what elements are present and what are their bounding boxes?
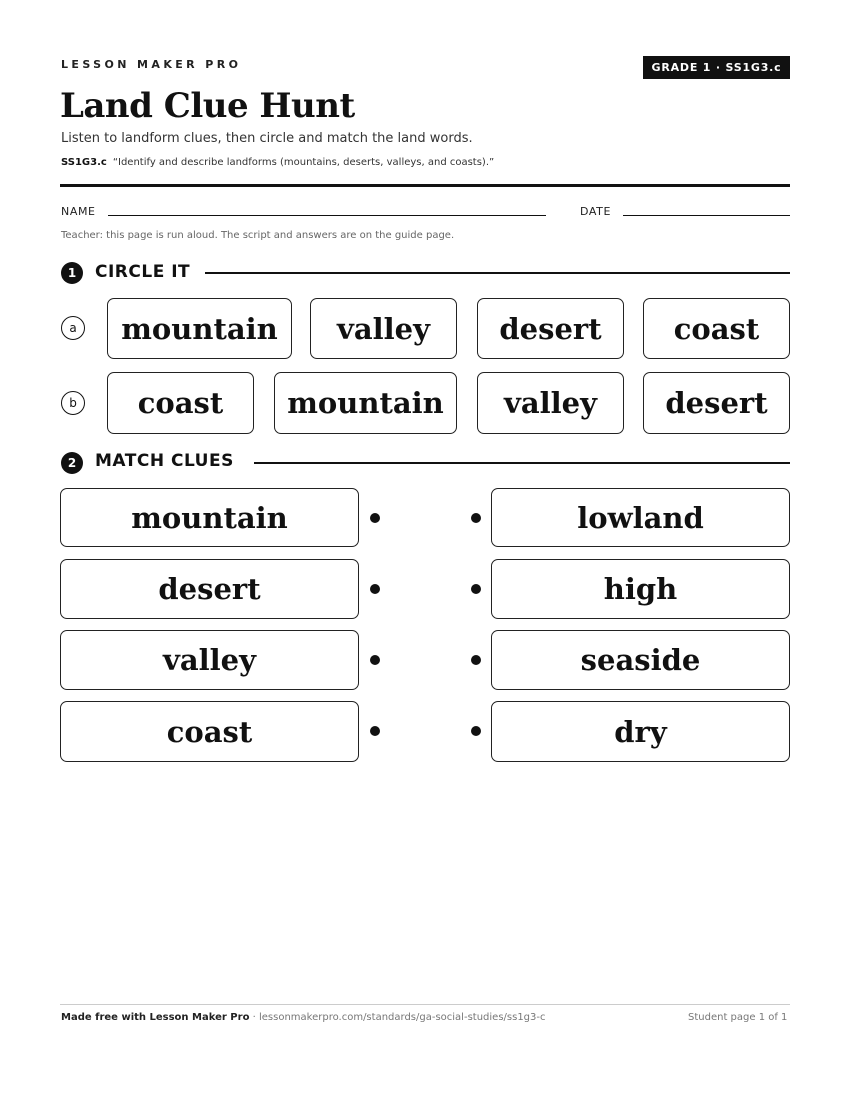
section-1-rule [205, 272, 790, 274]
standard-text: “Identify and describe landforms (mountains, deserts, valleys, and coasts).” [112, 157, 495, 168]
match-left-dot-3[interactable] [370, 655, 380, 665]
section-2-number: 2 [61, 452, 83, 474]
row-b-letter: b [61, 391, 85, 415]
circle-word-a-3[interactable]: desert [477, 298, 624, 359]
footer-page-number: Student page 1 of 1 [688, 1012, 788, 1023]
brand-name: LESSON MAKER PRO [61, 58, 242, 71]
match-right-4[interactable]: dry [491, 701, 790, 762]
match-right-1[interactable]: lowland [491, 488, 790, 547]
row-a-letter: a [61, 316, 85, 340]
circle-word-a-1[interactable]: mountain [107, 298, 292, 359]
match-right-2[interactable]: high [491, 559, 790, 619]
page-subtitle: Listen to landform clues, then circle and match the land words. [61, 131, 473, 146]
section-1-number: 1 [61, 262, 83, 284]
match-left-1[interactable]: mountain [60, 488, 359, 547]
footer-made-with: Made free with Lesson Maker Pro [61, 1012, 250, 1023]
circle-word-b-3[interactable]: valley [477, 372, 624, 434]
grade-badge: GRADE 1 · SS1G3.c [643, 56, 790, 79]
header-divider [60, 184, 790, 187]
match-right-3[interactable]: seaside [491, 630, 790, 690]
standard-code: SS1G3.c [61, 157, 107, 168]
match-right-dot-4[interactable] [471, 726, 481, 736]
teacher-note: Teacher: this page is run aloud. The script and answers are on the guide page. [61, 230, 455, 241]
section-2-rule [254, 462, 790, 464]
match-right-dot-3[interactable] [471, 655, 481, 665]
match-left-dot-2[interactable] [370, 584, 380, 594]
circle-word-b-2[interactable]: mountain [274, 372, 457, 434]
circle-word-a-2[interactable]: valley [310, 298, 457, 359]
section-2-title: MATCH CLUES [95, 451, 234, 471]
date-label: DATE [580, 205, 612, 218]
match-right-dot-1[interactable] [471, 513, 481, 523]
match-left-dot-1[interactable] [370, 513, 380, 523]
match-left-3[interactable]: valley [60, 630, 359, 690]
date-field[interactable] [623, 215, 790, 216]
name-field[interactable] [108, 215, 546, 216]
name-label: NAME [61, 205, 96, 218]
section-1-title: CIRCLE IT [95, 262, 191, 282]
match-left-4[interactable]: coast [60, 701, 359, 762]
circle-word-b-4[interactable]: desert [643, 372, 790, 434]
footer-divider [60, 1004, 790, 1005]
circle-word-b-1[interactable]: coast [107, 372, 254, 434]
standard-line [61, 157, 494, 168]
page-title: Land Clue Hunt [60, 86, 355, 126]
footer-url[interactable]: · lessonmakerpro.com/standards/ga-social-studies/ss1g3-c [249, 1012, 546, 1023]
match-right-dot-2[interactable] [471, 584, 481, 594]
footer-credit [61, 1012, 546, 1023]
match-left-dot-4[interactable] [370, 726, 380, 736]
circle-word-a-4[interactable]: coast [643, 298, 790, 359]
match-left-2[interactable]: desert [60, 559, 359, 619]
